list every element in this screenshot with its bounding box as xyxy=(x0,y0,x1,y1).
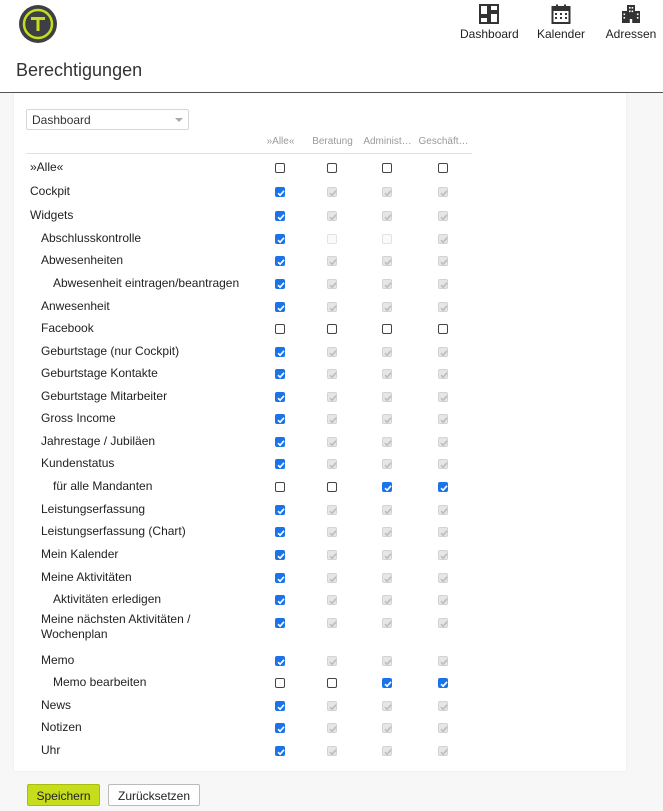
check-icon xyxy=(328,393,338,403)
check-icon xyxy=(328,212,338,222)
permission-checkbox xyxy=(382,302,392,312)
check-icon xyxy=(439,257,449,267)
permission-checkbox[interactable] xyxy=(275,482,285,492)
check-icon xyxy=(276,280,286,290)
permission-checkbox xyxy=(327,347,337,357)
permission-checkbox xyxy=(438,187,448,197)
permission-checkbox xyxy=(438,234,448,244)
permission-row xyxy=(0,544,620,566)
nav-dashboard[interactable] xyxy=(460,4,518,41)
permission-checkbox xyxy=(382,256,392,266)
check-icon xyxy=(383,393,393,403)
permission-checkbox xyxy=(327,618,337,628)
permission-label: Notizen xyxy=(41,720,82,734)
permission-label: Facebook xyxy=(41,321,94,335)
permission-checkbox xyxy=(327,187,337,197)
permission-checkbox[interactable] xyxy=(275,392,285,402)
check-icon xyxy=(383,438,393,448)
nav-kalender[interactable] xyxy=(533,4,589,41)
check-icon xyxy=(383,528,393,538)
permission-checkbox xyxy=(327,595,337,605)
check-icon xyxy=(439,506,449,516)
permission-checkbox xyxy=(382,414,392,424)
check-icon xyxy=(439,724,449,734)
reset-button[interactable]: Zurücksetzen xyxy=(108,784,200,806)
permission-checkbox[interactable] xyxy=(275,279,285,289)
permission-checkbox xyxy=(438,392,448,402)
permission-label: Abschlusskontrolle xyxy=(41,231,142,245)
permission-row xyxy=(0,363,620,385)
permission-checkbox[interactable] xyxy=(275,256,285,266)
permission-label: Geburtstage Kontakte xyxy=(41,366,158,380)
permission-row xyxy=(0,386,620,408)
check-icon xyxy=(328,747,338,757)
check-icon xyxy=(328,370,338,380)
permission-checkbox[interactable] xyxy=(275,746,285,756)
check-icon xyxy=(328,415,338,425)
permission-checkbox xyxy=(327,256,337,266)
check-icon xyxy=(328,506,338,516)
permission-checkbox xyxy=(382,505,392,515)
column-header: Administ… xyxy=(363,136,412,147)
permission-label: Abwesenheit eintragen/beantragen xyxy=(53,276,240,290)
permission-label: Jahrestage / Jubiläen xyxy=(41,434,156,448)
permission-checkbox xyxy=(382,392,392,402)
app-logo[interactable] xyxy=(19,5,57,43)
check-icon xyxy=(276,393,286,403)
check-icon xyxy=(276,415,286,425)
permission-row xyxy=(0,205,620,227)
chevron-down-icon xyxy=(175,118,183,122)
permission-checkbox xyxy=(438,656,448,666)
permission-checkbox xyxy=(327,550,337,560)
permission-row xyxy=(0,612,620,641)
permission-label: Abwesenheiten xyxy=(41,253,124,267)
check-icon xyxy=(276,188,286,198)
check-icon xyxy=(328,303,338,313)
nav-adressen[interactable] xyxy=(602,4,660,41)
check-icon xyxy=(439,415,449,425)
check-icon xyxy=(328,619,338,629)
permission-label: Kundenstatus xyxy=(41,456,115,470)
permission-label: Uhr xyxy=(41,743,61,757)
check-icon xyxy=(439,370,449,380)
check-icon xyxy=(383,348,393,358)
permission-label: Cockpit xyxy=(30,184,71,198)
permission-checkbox xyxy=(382,459,392,469)
check-icon xyxy=(439,702,449,712)
check-icon xyxy=(383,596,393,606)
check-icon xyxy=(328,551,338,561)
permission-checkbox xyxy=(438,347,448,357)
permission-checkbox[interactable] xyxy=(438,482,448,492)
check-icon xyxy=(439,574,449,584)
permission-row xyxy=(0,228,620,250)
logo-t-icon xyxy=(19,5,57,43)
column-header: Beratung xyxy=(312,136,353,147)
permission-checkbox[interactable] xyxy=(327,678,337,688)
check-icon xyxy=(439,348,449,358)
permission-checkbox[interactable] xyxy=(275,414,285,424)
check-icon xyxy=(383,280,393,290)
permission-checkbox[interactable] xyxy=(275,618,285,628)
permission-checkbox[interactable] xyxy=(275,723,285,733)
check-icon xyxy=(439,393,449,403)
permission-row xyxy=(0,181,620,203)
permission-checkbox[interactable] xyxy=(438,163,448,173)
check-icon xyxy=(383,679,393,689)
check-icon xyxy=(276,506,286,516)
permission-label: Meine nächsten Aktivitäten / Wochenplan xyxy=(41,612,191,641)
permission-checkbox[interactable] xyxy=(275,550,285,560)
calendar-icon xyxy=(551,4,571,24)
permission-checkbox[interactable] xyxy=(275,302,285,312)
check-icon xyxy=(383,303,393,313)
check-icon xyxy=(276,574,286,584)
check-icon xyxy=(276,657,286,667)
check-icon xyxy=(383,747,393,757)
check-icon xyxy=(439,235,449,245)
permission-checkbox xyxy=(327,723,337,733)
permission-checkbox xyxy=(382,595,392,605)
permission-checkbox[interactable] xyxy=(438,678,448,688)
permission-checkbox xyxy=(382,550,392,560)
permission-checkbox xyxy=(327,369,337,379)
check-icon xyxy=(328,280,338,290)
permission-row xyxy=(0,672,620,694)
permission-label: Geburtstage Mitarbeiter xyxy=(41,389,168,403)
check-icon xyxy=(328,257,338,267)
permission-checkbox[interactable] xyxy=(275,678,285,688)
permission-checkbox xyxy=(438,701,448,711)
permission-checkbox[interactable] xyxy=(382,324,392,334)
check-icon xyxy=(383,619,393,629)
check-icon xyxy=(383,415,393,425)
permission-checkbox[interactable] xyxy=(275,656,285,666)
permission-checkbox xyxy=(382,746,392,756)
permission-label: Meine Aktivitäten xyxy=(41,570,132,584)
permission-checkbox xyxy=(438,550,448,560)
permission-checkbox xyxy=(438,437,448,447)
check-icon xyxy=(276,619,286,629)
check-icon xyxy=(383,212,393,222)
check-icon xyxy=(383,574,393,584)
permission-row xyxy=(0,476,620,498)
permission-row xyxy=(0,250,620,272)
permission-row xyxy=(0,408,620,430)
check-icon xyxy=(439,657,449,667)
permission-row xyxy=(0,318,620,340)
save-button[interactable]: Speichern xyxy=(27,784,100,806)
permission-label: für alle Mandanten xyxy=(53,479,153,493)
column-header: »Alle« xyxy=(266,136,295,147)
permission-checkbox xyxy=(327,573,337,583)
check-icon xyxy=(276,257,286,267)
permission-checkbox xyxy=(438,256,448,266)
permission-checkbox xyxy=(327,746,337,756)
permission-row xyxy=(0,453,620,475)
check-icon xyxy=(276,551,286,561)
permission-checkbox xyxy=(382,279,392,289)
permission-checkbox[interactable] xyxy=(275,701,285,711)
permission-checkbox[interactable] xyxy=(327,482,337,492)
permission-label: Gross Income xyxy=(41,411,116,425)
check-icon xyxy=(328,702,338,712)
check-icon xyxy=(383,702,393,712)
permission-checkbox[interactable] xyxy=(327,324,337,334)
check-icon xyxy=(328,528,338,538)
permission-checkbox[interactable] xyxy=(275,187,285,197)
check-icon xyxy=(328,438,338,448)
check-icon xyxy=(383,483,393,493)
check-icon xyxy=(383,506,393,516)
permission-row xyxy=(0,740,620,762)
permission-checkbox xyxy=(438,746,448,756)
permission-checkbox[interactable] xyxy=(275,505,285,515)
permission-checkbox xyxy=(382,211,392,221)
permission-checkbox[interactable] xyxy=(382,163,392,173)
permission-checkbox xyxy=(327,302,337,312)
dashboard-icon xyxy=(479,4,499,24)
permission-row xyxy=(0,273,620,295)
check-icon xyxy=(439,596,449,606)
permission-label: Geburtstage (nur Cockpit) xyxy=(41,344,180,358)
check-icon xyxy=(328,188,338,198)
permission-checkbox xyxy=(327,656,337,666)
check-icon xyxy=(439,551,449,561)
permission-checkbox xyxy=(438,505,448,515)
permission-checkbox xyxy=(382,656,392,666)
permission-label: Mein Kalender xyxy=(41,547,119,561)
check-icon xyxy=(439,747,449,757)
permission-label: Anwesenheit xyxy=(41,299,110,313)
permission-checkbox xyxy=(327,459,337,469)
permission-checkbox xyxy=(382,701,392,711)
permission-label: News xyxy=(41,698,72,712)
permission-label: Leistungserfassung (Chart) xyxy=(41,524,186,538)
nav-adressen-label: Adressen xyxy=(605,27,657,41)
permission-label: Memo xyxy=(41,653,75,667)
permission-row xyxy=(0,567,620,589)
check-icon xyxy=(276,596,286,606)
check-icon xyxy=(383,188,393,198)
top-bar xyxy=(0,0,663,56)
check-icon xyxy=(328,596,338,606)
permission-checkbox[interactable] xyxy=(438,324,448,334)
permission-checkbox xyxy=(382,187,392,197)
permission-label: Aktivitäten erledigen xyxy=(53,592,162,606)
check-icon xyxy=(276,235,286,245)
permission-checkbox[interactable] xyxy=(275,527,285,537)
permission-checkbox xyxy=(382,347,392,357)
permission-row xyxy=(0,650,620,672)
check-icon xyxy=(276,460,286,470)
check-icon xyxy=(383,657,393,667)
permission-checkbox[interactable] xyxy=(275,459,285,469)
permission-checkbox xyxy=(327,527,337,537)
permission-checkbox xyxy=(438,527,448,537)
permission-checkbox xyxy=(327,392,337,402)
check-icon xyxy=(328,657,338,667)
permission-checkbox[interactable] xyxy=(382,482,392,492)
check-icon xyxy=(276,370,286,380)
check-icon xyxy=(276,348,286,358)
permission-label: Leistungserfassung xyxy=(41,502,146,516)
permission-checkbox[interactable] xyxy=(275,211,285,221)
permission-checkbox[interactable] xyxy=(275,234,285,244)
permission-checkbox[interactable] xyxy=(275,347,285,357)
check-icon xyxy=(276,528,286,538)
permission-checkbox[interactable] xyxy=(275,595,285,605)
permission-checkbox[interactable] xyxy=(327,163,337,173)
permission-checkbox[interactable] xyxy=(275,369,285,379)
check-icon xyxy=(328,348,338,358)
permission-checkbox xyxy=(382,234,392,244)
permission-checkbox xyxy=(382,723,392,733)
check-icon xyxy=(328,724,338,734)
column-header: Geschäft… xyxy=(418,136,469,147)
header-divider xyxy=(26,153,472,154)
check-icon xyxy=(439,679,449,689)
permission-checkbox[interactable] xyxy=(382,678,392,688)
permission-checkbox xyxy=(438,414,448,424)
check-icon xyxy=(439,483,449,493)
permission-label: Memo bearbeiten xyxy=(53,675,147,689)
permission-checkbox xyxy=(327,701,337,711)
permission-label: Widgets xyxy=(30,208,74,222)
nav-dashboard-label: Dashboard xyxy=(460,27,519,41)
check-icon xyxy=(276,702,286,712)
check-icon xyxy=(439,280,449,290)
permission-checkbox[interactable] xyxy=(275,163,285,173)
permission-checkbox xyxy=(382,573,392,583)
check-icon xyxy=(439,303,449,313)
permission-checkbox xyxy=(382,618,392,628)
check-icon xyxy=(383,257,393,267)
permission-checkbox[interactable] xyxy=(275,573,285,583)
permission-row xyxy=(0,521,620,543)
check-icon xyxy=(276,303,286,313)
permission-row xyxy=(0,431,620,453)
permission-checkbox[interactable] xyxy=(275,324,285,334)
page-title: Berechtigungen xyxy=(16,60,143,80)
permission-checkbox[interactable] xyxy=(275,437,285,447)
permission-checkbox xyxy=(438,302,448,312)
check-icon xyxy=(439,619,449,629)
check-icon xyxy=(328,574,338,584)
check-icon xyxy=(383,724,393,734)
building-icon xyxy=(621,4,641,24)
permission-checkbox xyxy=(327,279,337,289)
nav-kalender-label: Kalender xyxy=(536,27,586,41)
permission-checkbox xyxy=(327,437,337,447)
check-icon xyxy=(328,460,338,470)
permission-checkbox xyxy=(327,211,337,221)
check-icon xyxy=(439,528,449,538)
check-icon xyxy=(276,747,286,757)
check-icon xyxy=(383,370,393,380)
check-icon xyxy=(439,438,449,448)
permission-row xyxy=(0,296,620,318)
permission-checkbox xyxy=(438,279,448,289)
permission-row xyxy=(0,499,620,521)
permission-checkbox xyxy=(438,618,448,628)
permission-checkbox xyxy=(327,505,337,515)
check-icon xyxy=(383,460,393,470)
check-icon xyxy=(276,724,286,734)
module-select-value: Dashboard xyxy=(32,113,91,127)
permission-row xyxy=(0,695,620,717)
check-icon xyxy=(276,212,286,222)
check-icon xyxy=(276,438,286,448)
permission-checkbox xyxy=(382,527,392,537)
permission-row xyxy=(0,157,620,179)
permission-checkbox xyxy=(438,369,448,379)
permission-row xyxy=(0,341,620,363)
permission-checkbox xyxy=(438,595,448,605)
check-icon xyxy=(439,188,449,198)
module-select[interactable] xyxy=(26,109,189,130)
permission-label: »Alle« xyxy=(30,160,64,174)
permission-checkbox xyxy=(382,437,392,447)
permission-checkbox xyxy=(327,414,337,424)
permission-checkbox xyxy=(438,211,448,221)
permission-checkbox xyxy=(382,369,392,379)
permission-checkbox xyxy=(327,234,337,244)
permission-checkbox xyxy=(438,573,448,583)
permission-checkbox xyxy=(438,459,448,469)
permission-row xyxy=(0,589,620,611)
permission-checkbox xyxy=(438,723,448,733)
permission-row xyxy=(0,717,620,739)
check-icon xyxy=(439,460,449,470)
check-icon xyxy=(383,551,393,561)
check-icon xyxy=(439,212,449,222)
